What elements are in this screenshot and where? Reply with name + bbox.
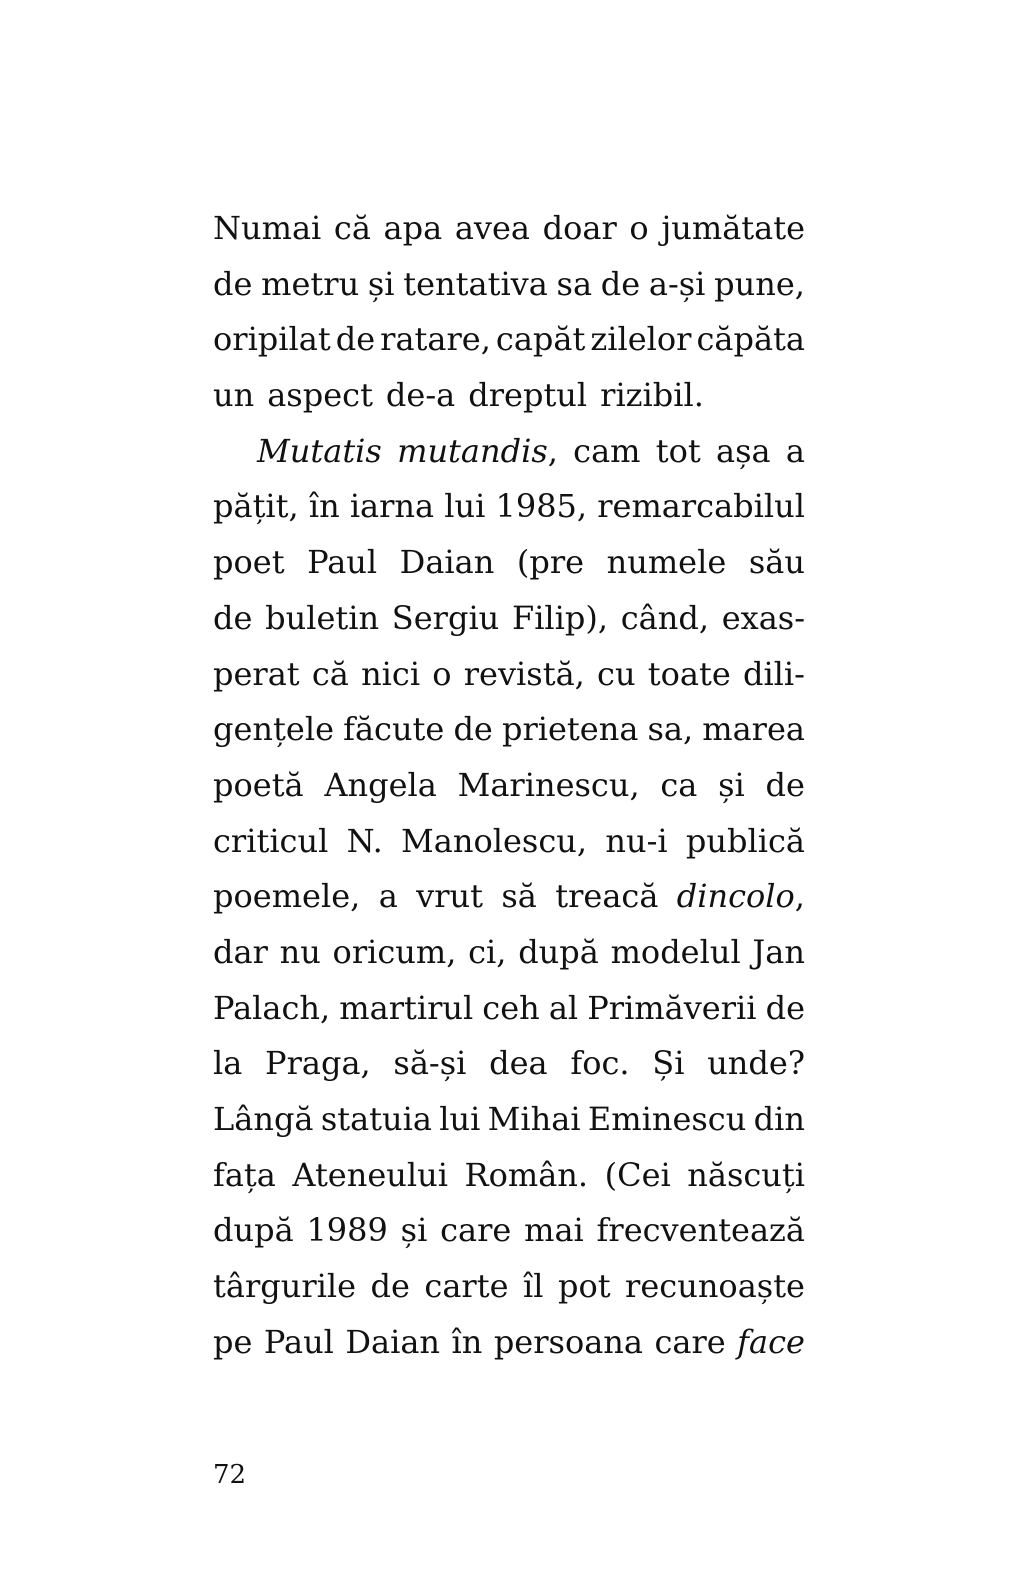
word: pune, (714, 264, 805, 303)
word: Sergiu (391, 598, 500, 637)
word: care (654, 1322, 726, 1361)
italic-word: face (737, 1322, 805, 1361)
word: sa, (647, 710, 694, 749)
word: după (213, 1211, 294, 1250)
word: (Cei (604, 1155, 671, 1194)
word: criticul (213, 821, 329, 860)
word: căpăta (696, 320, 805, 359)
word: cu (597, 654, 636, 693)
word: ceh (482, 988, 540, 1027)
text-line (213, 869, 805, 925)
word: și (400, 1211, 428, 1250)
word: Paul (307, 543, 378, 582)
word: vrut (416, 877, 483, 916)
word: că (333, 209, 371, 247)
word: iarna (349, 487, 435, 526)
word: pe (213, 1322, 253, 1361)
word: N. (346, 821, 383, 860)
word: Lângă (213, 1100, 314, 1138)
word: de (335, 320, 376, 359)
word: un (213, 376, 255, 415)
text-line (213, 368, 805, 424)
text-line (213, 925, 805, 981)
word: foc. (570, 1044, 630, 1083)
word: a (378, 877, 398, 916)
word: revistă, (463, 654, 585, 693)
word: 1985, (495, 487, 588, 526)
word: mai (524, 1211, 584, 1250)
word: de (213, 598, 253, 637)
word: Paul (263, 1322, 334, 1361)
word: buletin (265, 598, 380, 637)
word: Ateneului (292, 1155, 448, 1194)
word: pățit, (213, 487, 299, 526)
word: Palach, (213, 988, 331, 1027)
word: a (785, 431, 805, 470)
word: o (432, 654, 452, 693)
word: fața (213, 1155, 276, 1194)
word: de (213, 264, 253, 303)
word: (pre (516, 543, 585, 582)
body-text (213, 201, 805, 1370)
word: după (518, 932, 599, 971)
word: sa (556, 264, 593, 303)
word: ci, (468, 932, 507, 971)
text-line (213, 758, 805, 814)
text-line (213, 535, 805, 591)
word: poet (213, 543, 285, 582)
word (677, 869, 805, 925)
text-line (213, 1203, 805, 1259)
word: metru (261, 264, 360, 303)
word: Angela (324, 765, 437, 804)
word: poetă (213, 765, 304, 804)
word: dreptul (468, 376, 588, 415)
word: unde? (707, 1044, 805, 1083)
word: nici (361, 654, 421, 693)
word: modelul (610, 932, 741, 971)
word: dea (489, 1044, 548, 1083)
word: toate (647, 654, 731, 693)
word: numele (606, 543, 727, 582)
word: în (451, 1322, 483, 1361)
word: frecventează (596, 1211, 805, 1250)
word: carte (424, 1267, 509, 1306)
word: o (629, 209, 649, 247)
word: care (440, 1211, 512, 1250)
word: capăt (495, 320, 586, 359)
text-line (213, 1092, 805, 1148)
word: lui (444, 487, 486, 526)
word: recunoaște (625, 1267, 805, 1306)
word: oricum, (332, 932, 457, 971)
page-number: 72 (213, 1460, 247, 1490)
word: târgurile (213, 1267, 357, 1306)
word: în (308, 487, 340, 526)
word (737, 1315, 805, 1371)
word: prietena (501, 710, 639, 749)
word: Numai (213, 209, 322, 247)
word: la (213, 1044, 243, 1083)
punctuation: , (547, 431, 558, 470)
text-line (213, 1259, 805, 1315)
word: publică (685, 821, 805, 860)
word: ca (660, 765, 698, 804)
punctuation: , (794, 877, 805, 916)
word: zilelor (590, 320, 692, 359)
word: poemele, (213, 877, 361, 916)
word: treacă (555, 877, 659, 916)
word: oripilat (213, 320, 331, 359)
word: avea (454, 209, 530, 247)
word: Român. (464, 1155, 589, 1194)
text-line (213, 201, 805, 257)
text-line (213, 1036, 805, 1092)
word: din (753, 1100, 805, 1138)
text-line (213, 479, 805, 535)
word: Daian (399, 543, 495, 582)
word: nu-i (605, 821, 668, 860)
word: îl (523, 1267, 544, 1306)
word: gențele (213, 710, 334, 749)
word: dar (213, 932, 268, 971)
word: aspect (267, 376, 373, 415)
word: Primăverii (587, 988, 757, 1027)
word: 1989 (306, 1211, 388, 1250)
word: să-și (393, 1044, 467, 1083)
word: tentativa (403, 264, 548, 303)
word: așa (716, 431, 771, 470)
word: cam (573, 431, 641, 470)
word: Daian (345, 1322, 441, 1361)
word: Mihai (487, 1100, 581, 1138)
text-line (213, 312, 805, 368)
text-line (213, 1315, 805, 1371)
word: Praga, (265, 1044, 371, 1083)
text-line (213, 647, 805, 703)
text-line (213, 814, 805, 870)
word: a-și (648, 264, 706, 303)
word: și (367, 264, 395, 303)
word: martirul (339, 988, 474, 1027)
word: marea (702, 710, 805, 749)
word: născuți (687, 1155, 805, 1194)
text-line (213, 981, 805, 1037)
text-line (213, 1148, 805, 1204)
word: apa (383, 209, 443, 247)
word (397, 424, 558, 480)
word: când, (620, 598, 709, 637)
word: de-a (385, 376, 456, 415)
word: că (311, 654, 349, 693)
word: de (600, 264, 641, 303)
word: Și (652, 1044, 685, 1083)
word: Eminescu (587, 1100, 747, 1138)
word: făcute (343, 710, 445, 749)
text-line (213, 591, 805, 647)
word: perat (213, 654, 300, 693)
word: Jan (752, 932, 805, 971)
text-line (213, 702, 805, 758)
word: nu (279, 932, 321, 971)
word: Manolescu, (401, 821, 588, 860)
word (257, 424, 382, 480)
italic-word: dincolo (676, 877, 795, 916)
word: lui (439, 1100, 481, 1138)
word: său (748, 543, 805, 582)
word: doar (542, 209, 617, 247)
text-line (213, 257, 805, 313)
word: remarcabilul (597, 487, 805, 526)
word: persoana (493, 1322, 643, 1361)
word: ratare, (380, 320, 491, 359)
word: de (370, 1267, 410, 1306)
word: al (548, 988, 579, 1027)
word: rizibil. (600, 376, 704, 415)
word: dili- (742, 654, 805, 693)
word: de (765, 988, 805, 1027)
italic-word: mutandis (397, 431, 548, 470)
italic-word: Mutatis (257, 431, 382, 470)
word: pot (557, 1267, 611, 1306)
word: tot (655, 431, 701, 470)
word: statuia (320, 1100, 432, 1138)
word: de (453, 710, 493, 749)
word: jumătate (661, 209, 805, 247)
word: și (718, 765, 745, 804)
word: să (501, 877, 537, 916)
word: exas- (721, 598, 805, 637)
word: Marinescu, (457, 765, 640, 804)
text-line (213, 424, 805, 480)
word: de (765, 765, 805, 804)
word: Filip), (511, 598, 609, 637)
